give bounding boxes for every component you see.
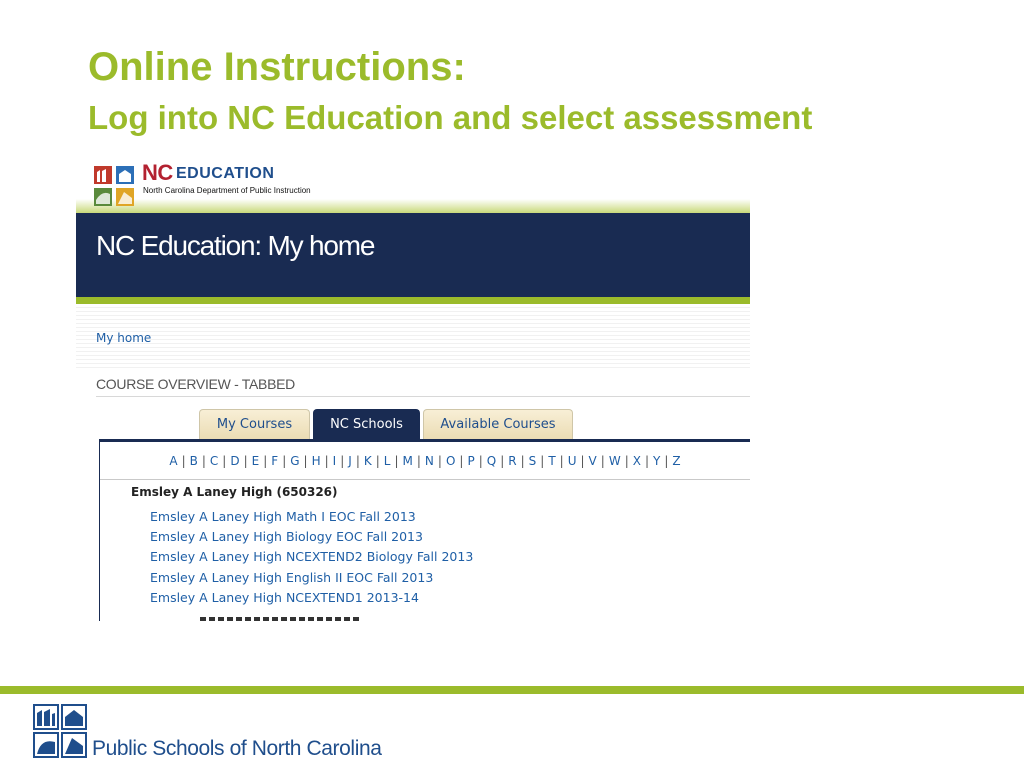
alphabet-filter-link[interactable]: W [608, 454, 621, 468]
alphabet-separator: | [600, 454, 605, 468]
page-title: NC Education: My home [96, 230, 375, 261]
alphabet-separator: | [355, 454, 360, 468]
alphabet-separator: | [478, 454, 483, 468]
alphabet-filter-link[interactable]: T [548, 454, 556, 468]
alphabet-filter-link[interactable]: B [189, 454, 198, 468]
course-link[interactable]: Emsley A Laney High NCEXTEND2 Biology Fall 2013 [150, 549, 474, 565]
alphabet-separator: | [263, 454, 268, 468]
alphabet-filter-link[interactable]: D [230, 454, 240, 468]
footer-accent-rule [0, 686, 1024, 694]
alphabet-filter-link[interactable]: H [311, 454, 321, 468]
alphabet-filter-link[interactable]: A [169, 454, 178, 468]
dpi-seal-icon [33, 704, 87, 758]
course-link[interactable]: Emsley A Laney High NCEXTEND1 2013-14 [150, 589, 419, 605]
course-overview-heading: COURSE OVERVIEW - TABBED [96, 376, 295, 392]
banner-accent-rule [76, 297, 750, 304]
tab-my-courses[interactable]: My Courses [199, 409, 310, 439]
breadcrumb-my-home-link[interactable]: My home [96, 331, 152, 345]
alphabet-separator: | [664, 454, 669, 468]
nc-schools-panel [99, 442, 750, 621]
slide-title: Online Instructions: [88, 45, 466, 89]
alphabet-separator: | [500, 454, 505, 468]
dpi-seal-icon [92, 162, 138, 208]
alphabet-separator: | [644, 454, 650, 468]
course-link[interactable]: Emsley A Laney High Math I EOC Fall 2013 [150, 509, 416, 524]
tab-available-courses[interactable]: Available Courses [423, 409, 573, 439]
alphabet-separator: | [580, 454, 585, 468]
site-header [76, 155, 750, 213]
alphabet-filter-link[interactable]: O [445, 454, 456, 468]
alphabet-separator: | [243, 454, 248, 468]
alphabet-filter-link[interactable]: Z [672, 454, 681, 468]
slide-subtitle: Log into NC Education and select assessment [88, 99, 813, 136]
alphabet-filter-link[interactable]: C [209, 454, 219, 468]
alphabet-filter-link[interactable]: F [271, 454, 279, 468]
alphabet-separator: | [520, 454, 525, 468]
course-list [150, 507, 473, 608]
logo-nc-text: NC [142, 160, 173, 185]
footer-organization-name: Public Schools of North Carolina [92, 737, 382, 760]
course-link[interactable]: Emsley A Laney High English II EOC Fall 2013 [150, 569, 434, 585]
logo-education-text: EDUCATION [176, 165, 275, 182]
alphabet-filter-link[interactable]: Y [653, 454, 661, 468]
alphabet-separator: | [624, 454, 629, 468]
section-divider [96, 396, 750, 397]
alphabet-separator: | [303, 454, 308, 468]
header-gradient [76, 199, 750, 213]
alphabet-separator: | [282, 454, 287, 468]
alphabet-filter-link[interactable]: V [588, 454, 597, 468]
alphabet-filter-link[interactable]: K [363, 454, 372, 468]
alphabet-filter-link[interactable]: M [402, 454, 413, 468]
school-heading: Emsley A Laney High (650326) [131, 485, 338, 499]
tab-nc-schools[interactable]: NC Schools [313, 409, 420, 439]
alphabet-filter-link[interactable]: R [508, 454, 517, 468]
breadcrumb-bar [76, 304, 750, 370]
alphabet-separator: | [201, 454, 206, 468]
alphabet-filter-link[interactable]: S [528, 454, 537, 468]
alphabet-separator: | [416, 454, 421, 468]
alphabet-filter-link[interactable]: J [348, 454, 352, 468]
alphabet-filter-link[interactable]: I [332, 454, 337, 468]
alphabet-separator: | [394, 454, 399, 468]
alphabet-filter-link[interactable]: P [467, 454, 475, 468]
alphabet-filter-link[interactable]: U [567, 454, 577, 468]
alphabet-separator: | [437, 454, 442, 468]
alphabet-separator: | [459, 454, 464, 468]
nc-education-screenshot [76, 155, 750, 621]
alphabet-filter-link[interactable]: Q [486, 454, 497, 468]
alphabet-filter-bar [100, 442, 750, 480]
clipped-next-school-heading [200, 617, 360, 621]
alphabet-separator: | [540, 454, 545, 468]
alphabet-separator: | [559, 454, 564, 468]
alphabet-filter-link[interactable]: L [383, 454, 391, 468]
alphabet-filter-link[interactable]: X [632, 454, 641, 468]
alphabet-filter-link[interactable]: G [290, 454, 300, 468]
alphabet-filter-link[interactable]: E [251, 454, 260, 468]
alphabet-filter-link[interactable]: N [424, 454, 434, 468]
alphabet-separator: | [340, 454, 345, 468]
alphabet-separator: | [222, 454, 227, 468]
alphabet-separator: | [324, 454, 329, 468]
alphabet-separator: | [375, 454, 380, 468]
page-banner [76, 213, 750, 297]
alphabet-separator: | [181, 454, 186, 468]
logo-department-text: North Carolina Department of Public Instruction [143, 186, 311, 195]
course-link[interactable]: Emsley A Laney High Biology EOC Fall 2013 [150, 529, 423, 545]
